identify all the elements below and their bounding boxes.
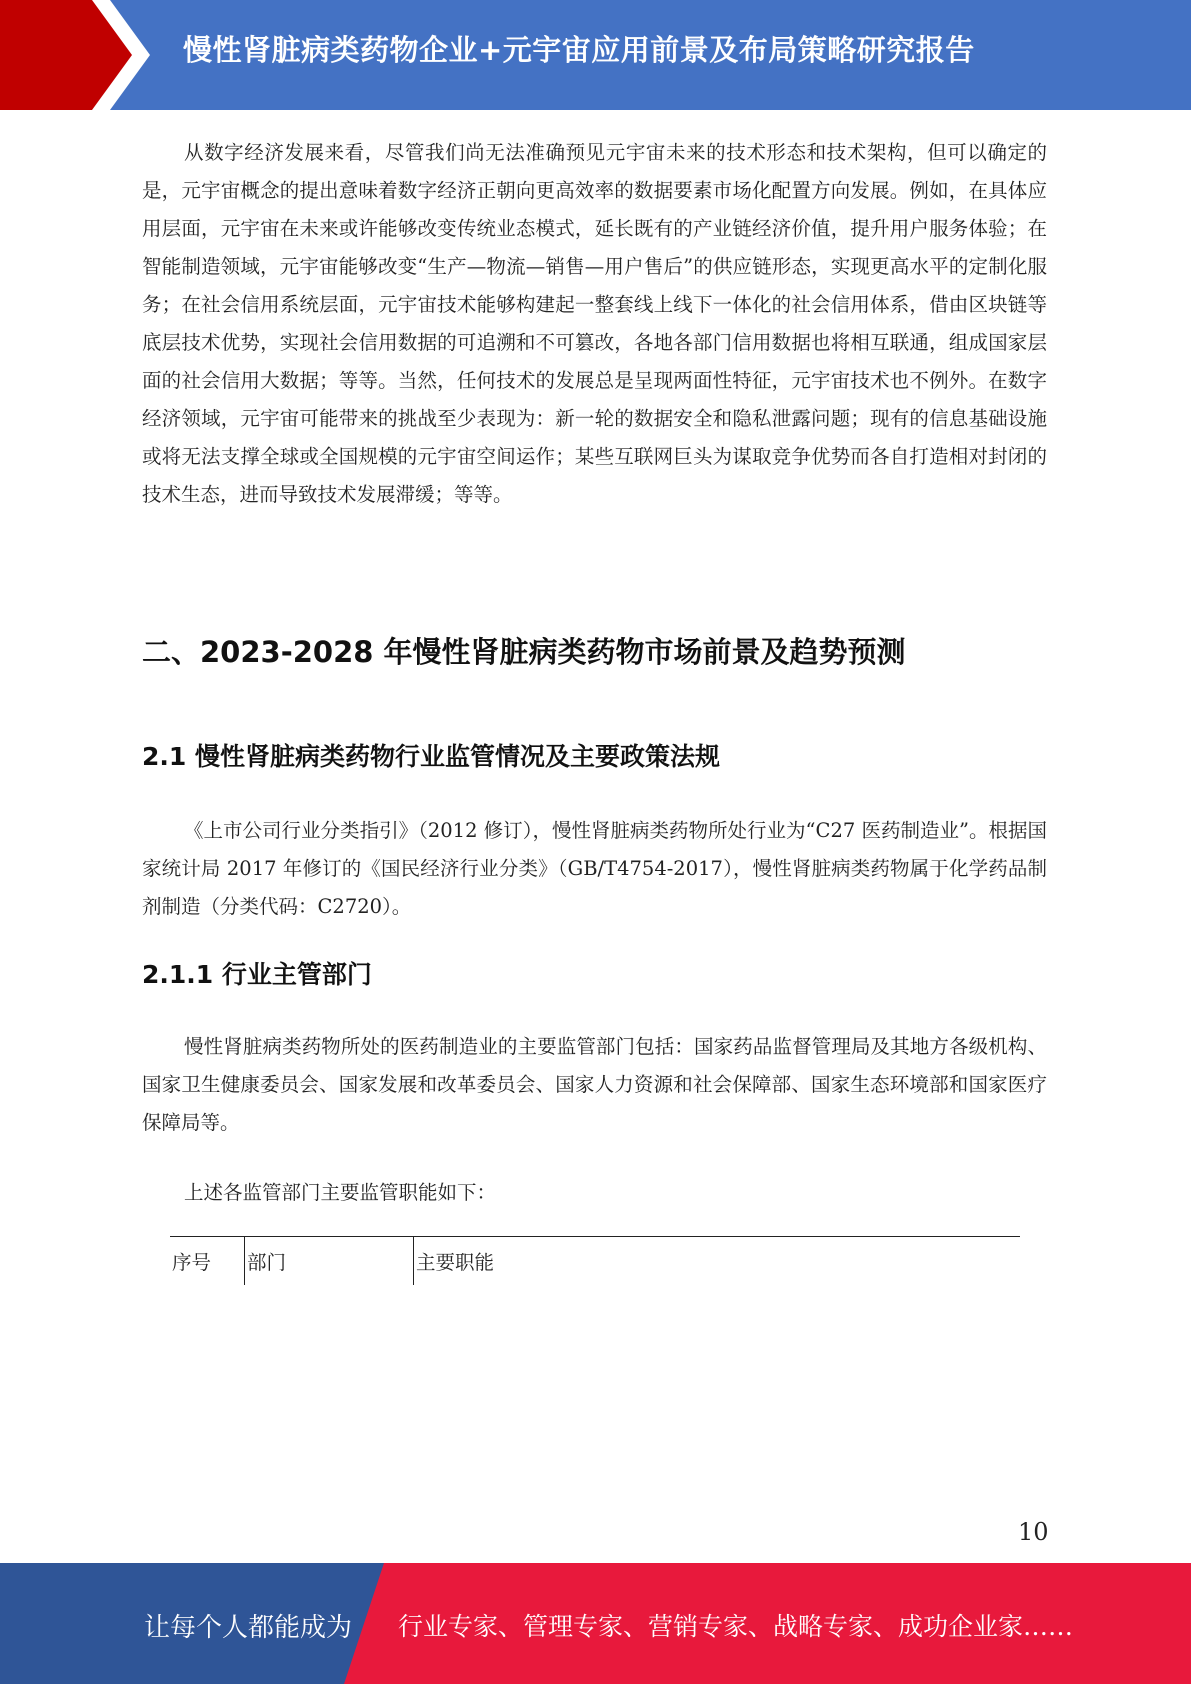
header-chevron-decoration — [0, 0, 160, 110]
table-header-index: 序号 — [172, 1251, 212, 1274]
regulator-table — [170, 1236, 1020, 1285]
section-heading: 二、2023-2028 年慢性肾脏病类药物市场前景及趋势预测 — [142, 635, 906, 669]
page-footer — [0, 1563, 1191, 1684]
department-paragraph: 慢性肾脏病类药物所处的医药制造业的主要监管部门包括：国家药品监督管理局及其地方各级机构、国家卫生健康委员会、国家发展和改革委员会、国家人力资源和社会保障部、国家生态环境部和国家医疗保障局等。 — [142, 1035, 1047, 1134]
regulation-paragraph: 《上市公司行业分类指引》（2012 修订），慢性肾脏病类药物所处行业为“C27 医药制造业”。根据国家统计局 2017 年修订的《国民经济行业分类》（GB/T4754-2017），慢性肾脏病类药物属于化学药品制剂制造（分类代码：C2720）。 — [142, 819, 1047, 918]
table-header-department: 部门 — [245, 1237, 414, 1285]
table-intro-text: 上述各监管部门主要监管职能如下： — [184, 1181, 497, 1204]
page-header — [0, 0, 1191, 110]
footer-expert-list: 行业专家、管理专家、营销专家、战略专家、成功企业家…… — [398, 1612, 1074, 1641]
table-header-function: 主要职能 — [414, 1237, 1021, 1285]
footer-slogan: 让每个人都能成为 — [144, 1613, 353, 1643]
table-header-row — [170, 1237, 1020, 1285]
page-number: 10 — [1018, 1518, 1049, 1546]
report-title: 慢性肾脏病类药物企业+元宇宙应用前景及布局策略研究报告 — [183, 33, 975, 67]
subsection-heading: 2.1 慢性肾脏病类药物行业监管情况及主要政策法规 — [142, 742, 720, 771]
subsubsection-heading: 2.1.1 行业主管部门 — [142, 960, 372, 989]
intro-paragraph: 从数字经济发展来看，尽管我们尚无法准确预见元宇宙未来的技术形态和技术架构，但可以确定的是，元宇宙概念的提出意味着数字经济正朝向更高效率的数据要素市场化配置方向发展。例如，在具体应用层面，元宇宙在未来或许能够改变传统业态模式，延长既有的产业链经济价值，提升用户服务体验；在智能制造领域，元宇宙能够改变“生产—物流—销售—用户售后”的供应链形态，实现更高水平的定制化服务；在社会信用系统层面，元宇宙技术能够构建起一整套线上线下一体化的社会信用体系，借由区块链等底层技术优势，实现社会信用数据的可追溯和不可篡改，各地各部门信用数据也将相互联通，组成国家层面的社会信用大数据；等等。当然，任何技术的发展总是呈现两面性特征，元宇宙技术也不例外。在数字经济领域，元宇宙可能带来的挑战至少表现为：新一轮的数据安全和隐私泄露问题；现有的信息基础设施或将无法支撑全球或全国规模的元宇宙空间运作；某些互联网巨头为谋取竞争优势而各自打造相对封闭的技术生态，进而导致技术发展滞缓；等等。 — [142, 141, 1047, 506]
